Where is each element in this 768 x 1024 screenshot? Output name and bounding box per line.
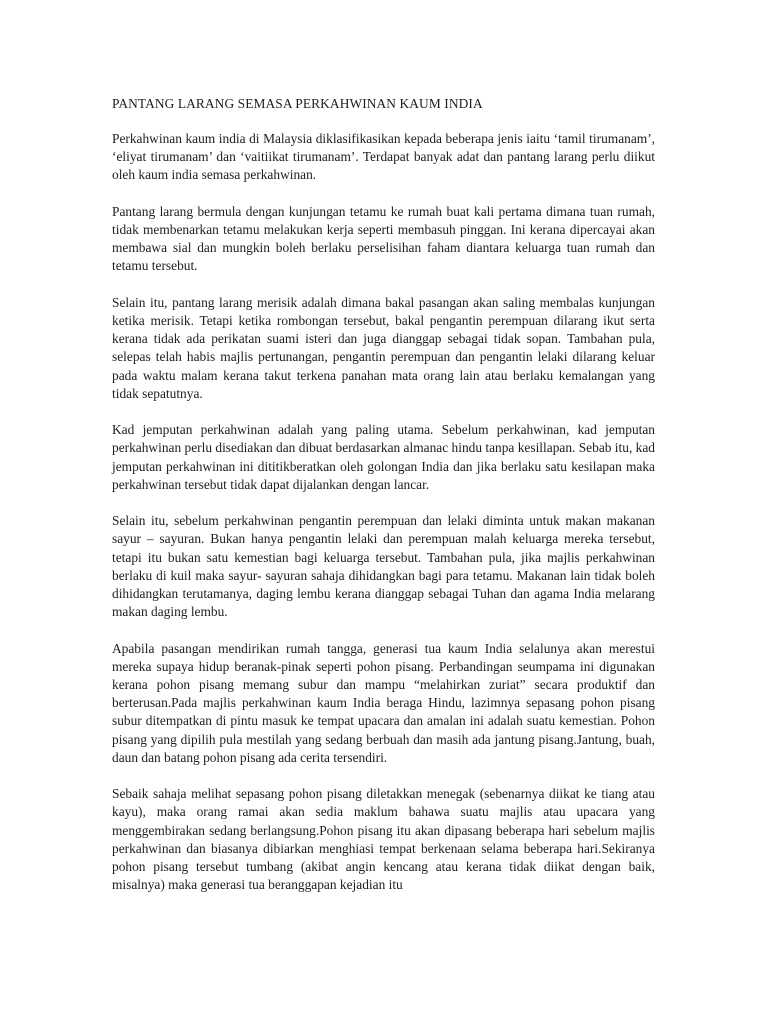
paragraph-5: Selain itu, sebelum perkahwinan pengantin perempuan dan lelaki diminta untuk makan makanan sayur – sayuran. Bukan hanya pengantin lelaki dan perempuan malah keluarga mereka tersebut, tetapi itu bukan satu kemestian bagi keluarga tersebut. Tambahan pula, jika majlis perkahwinan berlaku di kuil maka sayur- sayuran sahaja dihidangkan bagi para tetamu. Makanan lain tidak boleh dihidangkan terutamanya, daging lembu kerana dianggap sebagai Tuhan dan agama India melarang makan daging lembu. bbox=[112, 513, 655, 620]
paragraph-2: Pantang larang bermula dengan kunjungan tetamu ke rumah buat kali pertama dimana tuan rumah, tidak membenarkan tetamu melakukan kerja seperti membasuh pinggan. Ini kerana dipercayai akan membawa sial dan mungkin boleh berlaku perselisihan faham diantara keluarga tuan rumah dan tetamu tersebut. bbox=[112, 203, 655, 274]
paragraph-7: Sebaik sahaja melihat sepasang pohon pisang diletakkan menegak (sebenarnya diikat ke tiang atau kayu), maka orang ramai akan sedia maklum bahawa suatu majlis atau upacara yang menggembirakan sedang berlangsung.Pohon pisang itu akan dipasang beberapa hari sebelum majlis perkahwinan dan biasanya dibiarkan menghiasi tempat berkenaan selama beberapa hari.Sekiranya pohon pisang tersebut tumbang (akibat angin kencang atau kerana tidak diikat dengan baik, misalnya) maka generasi tua beranggapan kejadian itu bbox=[112, 786, 655, 893]
paragraph-1: Perkahwinan kaum india di Malaysia diklasifikasikan kepada beberapa jenis iaitu ‘tamil tirumanam’, ‘eliyat tirumanam’ dan ‘vaitiikat tirumanam’. Terdapat banyak adat dan pantang larang perlu diikut oleh kaum india semasa perkahwinan. bbox=[112, 131, 655, 183]
paragraph-6: Apabila pasangan mendirikan rumah tangga, generasi tua kaum India selalunya akan merestui mereka supaya hidup beranak-pinak seperti pohon pisang. Perbandingan seumpama ini digunakan kerana pohon pisang memang subur dan mampu “melahirkan zuriat” secara produktif dan berterusan.Pada majlis perkahwinan kaum India beraga Hindu, lazimnya sepasang pohon pisang subur ditempatkan di pintu masuk ke tempat upacara dan amalan ini adalah suatu kemestian. Pohon pisang yang dipilih pula mestilah yang sedang berbuah dan masih ada jantung pisang.Jantung, buah, daun dan batang pohon pisang ada cerita tersendiri. bbox=[112, 640, 655, 765]
paragraph-3: Selain itu, pantang larang merisik adalah dimana bakal pasangan akan saling membalas kunjungan ketika merisik. Tetapi ketika rombongan tersebut, bakal pengantin perempuan dilarang ikut serta kerana tidak ada perikatan suami isteri dan juga dianggap sebagai tidak sopan. Tambahan pula, selepas telah habis majlis pertunangan, pengantin perempuan dan pengantin lelaki dilarang keluar pada waktu malam kerana takut terkena panahan mata orang lain atau berlaku kemalangan yang tidak sepatutnya. bbox=[112, 294, 655, 401]
paragraph-4: Kad jemputan perkahwinan adalah yang paling utama. Sebelum perkahwinan, kad jemputan perkahwinan perlu disediakan dan dibuat berdasarkan almanac hindu tanpa kesillapan. Sebab itu, kad jemputan perkahwinan ini dititikberatkan oleh golongan India dan jika berlaku satu kesilapan maka perkahwinan tersebut tidak dapat dijalankan dengan lancar. bbox=[112, 422, 655, 492]
document-title: PANTANG LARANG SEMASA PERKAHWINAN KAUM INDIA bbox=[112, 96, 483, 111]
